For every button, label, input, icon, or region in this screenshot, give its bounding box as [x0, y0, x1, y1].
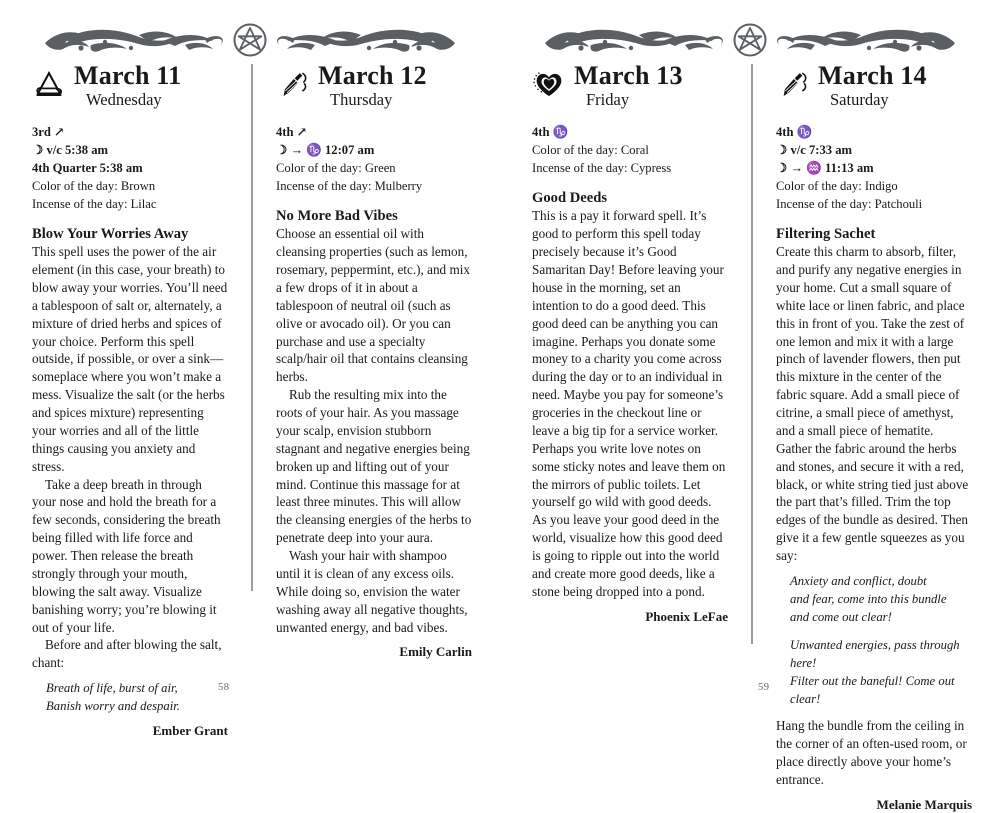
incense-of-the-day: Incense of the day: Cypress — [532, 161, 672, 176]
page-title: March 12 — [318, 61, 427, 90]
page-title: March 11 — [74, 61, 182, 90]
author-byline: Emily Carlin — [399, 644, 472, 660]
page-number-right: 59 — [758, 682, 770, 693]
almanac-line: ☽ v/c 7:33 am — [776, 143, 852, 158]
verse-line: Anxiety and conflict, doubt — [790, 573, 927, 588]
paragraph: This spell uses the power of the air element (in this case, your breath) to blow away your worries. You’ll need a tablespoon of salt or, alternately, a mixture of dried herbs and spices of your choice. Perform this spell outside, if possible, or over a sink—someplace where you won’t make a mess. Visualize the salt (or the herbs and spices mixture) representing your worries and all of the little things causing you anxiety and stress. — [32, 244, 228, 474]
weekday-label: Thursday — [330, 90, 393, 110]
ornament-band-left — [32, 18, 468, 60]
verse — [790, 572, 972, 626]
almanac-line: ☽ → ♒ 11:13 am — [776, 161, 874, 176]
verse-line: Banish worry and despair. — [46, 699, 180, 714]
incense-of-the-day: Incense of the day: Lilac — [32, 196, 157, 211]
spell-title: Filtering Sachet — [776, 225, 876, 242]
verse-line: Breath of life, burst of air, — [46, 681, 178, 696]
almanac-line: ☽ v/c 5:38 am — [32, 143, 108, 158]
spell-title: Good Deeds — [532, 189, 607, 206]
column-divider — [752, 64, 753, 644]
day-header — [532, 62, 728, 110]
verse-line: and fear, come into this bundle — [790, 591, 947, 606]
spell-body — [276, 225, 472, 636]
author-byline: Melanie Marquis — [876, 796, 972, 812]
color-of-the-day: Color of the day: Green — [276, 161, 396, 176]
almanac-block — [276, 124, 472, 196]
paragraph: Take a deep breath in through your nose and hold the breath for a few seconds, considering the breath being filled with life force and power. Then release the breath strongly through your mouth, blowing the salt away. Visualize banishing worry; you’re blowing it out of your life. — [32, 476, 221, 635]
almanac-line: 4th Quarter 5:38 am — [32, 161, 143, 176]
color-of-the-day: Color of the day: Coral — [532, 143, 649, 158]
ornament-band-right — [532, 18, 968, 60]
day-entry-march-13 — [532, 62, 728, 642]
verse-line: Filter out the baneful! Come out clear! — [790, 674, 955, 707]
color-of-the-day: Color of the day: Indigo — [776, 178, 898, 193]
air-element-mountain-cloud-icon — [32, 68, 66, 102]
almanac-line: 3rd ↗ — [32, 125, 65, 140]
broom-icon — [276, 68, 310, 102]
incense-of-the-day: Incense of the day: Mulberry — [276, 178, 423, 193]
almanac-line: 4th ♑ — [532, 125, 569, 140]
heart-icon — [532, 68, 566, 102]
verse — [790, 636, 972, 708]
column-gap — [728, 62, 776, 642]
spell-closing — [776, 717, 972, 789]
author-byline: Phoenix LeFae — [645, 608, 728, 624]
broom-icon — [776, 68, 810, 102]
paragraph: Hang the bundle from the ceiling in the corner of an often-used room, or place directly above your home’s entrance. — [776, 718, 967, 787]
spell-body — [532, 207, 728, 600]
verse — [46, 679, 228, 715]
day-entry-march-14 — [776, 61, 972, 812]
paragraph: Wash your hair with shampoo until it is clean of any excess oils. While doing so, envision the water washing away all negative thoughts, unwanted energy, and bad vibes. — [276, 548, 468, 635]
almanac-block — [776, 124, 972, 213]
spell-title: Blow Your Worries Away — [32, 225, 189, 242]
paragraph: This is a pay it forward spell. It’s good to perform this spell today precisely because it’s Good Samaritan Day! Before leaving your house in the morning, set an intention to do a good deed. This good deed can be anything you can imagine. Perhaps you donate some money to a charity you come across during the day or to an individual in need. Maybe you pay for someone’s groceries in the checkout line or leave a big tip for a service worker. Perhaps you write love notes on some sticky notes and leave them on the mirrors of public toilets. Let yourself go wild with good deeds. As you leave your good deed in the world, visualize how this good deed is going to ripple out into the world and create more good deeds, like a stone being dropped into a pond. — [532, 208, 726, 599]
page-title: March 14 — [818, 61, 927, 90]
weekday-label: Saturday — [830, 90, 889, 110]
day-header — [776, 62, 972, 110]
paragraph: Choose an essential oil with cleansing properties (such as lemon, rosemary, peppermint, etc.), and mix a few drops of it in about a tablespoon of neutral oil (such as olive or avocado oil). Or you can purchase and use a specialty scalp/hair oil that contains cleansing herbs. — [276, 226, 470, 385]
page-title: March 13 — [574, 61, 683, 90]
day-header — [276, 62, 472, 110]
weekday-label: Friday — [586, 90, 630, 110]
almanac-line: ☽ → ♑ 12:07 am — [276, 143, 375, 158]
almanac-line: 4th ♑ — [776, 125, 813, 140]
page-right — [500, 0, 1000, 812]
color-of-the-day: Color of the day: Brown — [32, 178, 156, 193]
verse-line: Unwanted energies, pass through here! — [790, 637, 960, 671]
spell-body — [776, 243, 972, 565]
paragraph: Rub the resulting mix into the roots of your hair. As you massage your scalp, envision stubborn stagnant and negative energies being broken up and lifting out of your mind. Continue this massage for at least three minutes. This will allow the cleansing energies of the herbs to penetrate deep into your aura. — [276, 387, 472, 546]
almanac-block — [32, 124, 228, 213]
day-entry-march-12 — [276, 61, 472, 660]
almanac-block — [532, 124, 728, 178]
paragraph: Before and after blowing the salt, chant: — [32, 637, 222, 671]
page-left — [0, 0, 500, 739]
spell-title: No More Bad Vibes — [276, 207, 398, 224]
weekday-label: Wednesday — [86, 90, 162, 110]
paragraph: Create this charm to absorb, filter, and purify any negative energies in your home. Cut a small square of white lace or linen fabric, and place this in front of you. Take the zest of one lemon and mix it with a large pinch of lavender flowers, then put this mixture in the center of the fabric square. Add a small piece of citrine, a small piece of amethyst, and a small piece of hematite. Gather the fabric around the herbs and stones, and secure it with a red, black, or white string tied just above the part that’s filled. Trim the top edges of the bundle as desired. Then give it a few gentle squeezes as you say: — [776, 244, 969, 564]
spell-body — [32, 243, 228, 672]
author-byline: Ember Grant — [152, 723, 228, 739]
page-number-left: 58 — [218, 682, 230, 693]
incense-of-the-day: Incense of the day: Patchouli — [776, 196, 923, 211]
day-header — [32, 62, 228, 110]
column-gap — [228, 62, 276, 642]
almanac-line: 4th ↗ — [276, 125, 308, 140]
column-divider — [252, 64, 253, 591]
verse-line: and come out clear! — [790, 609, 892, 624]
